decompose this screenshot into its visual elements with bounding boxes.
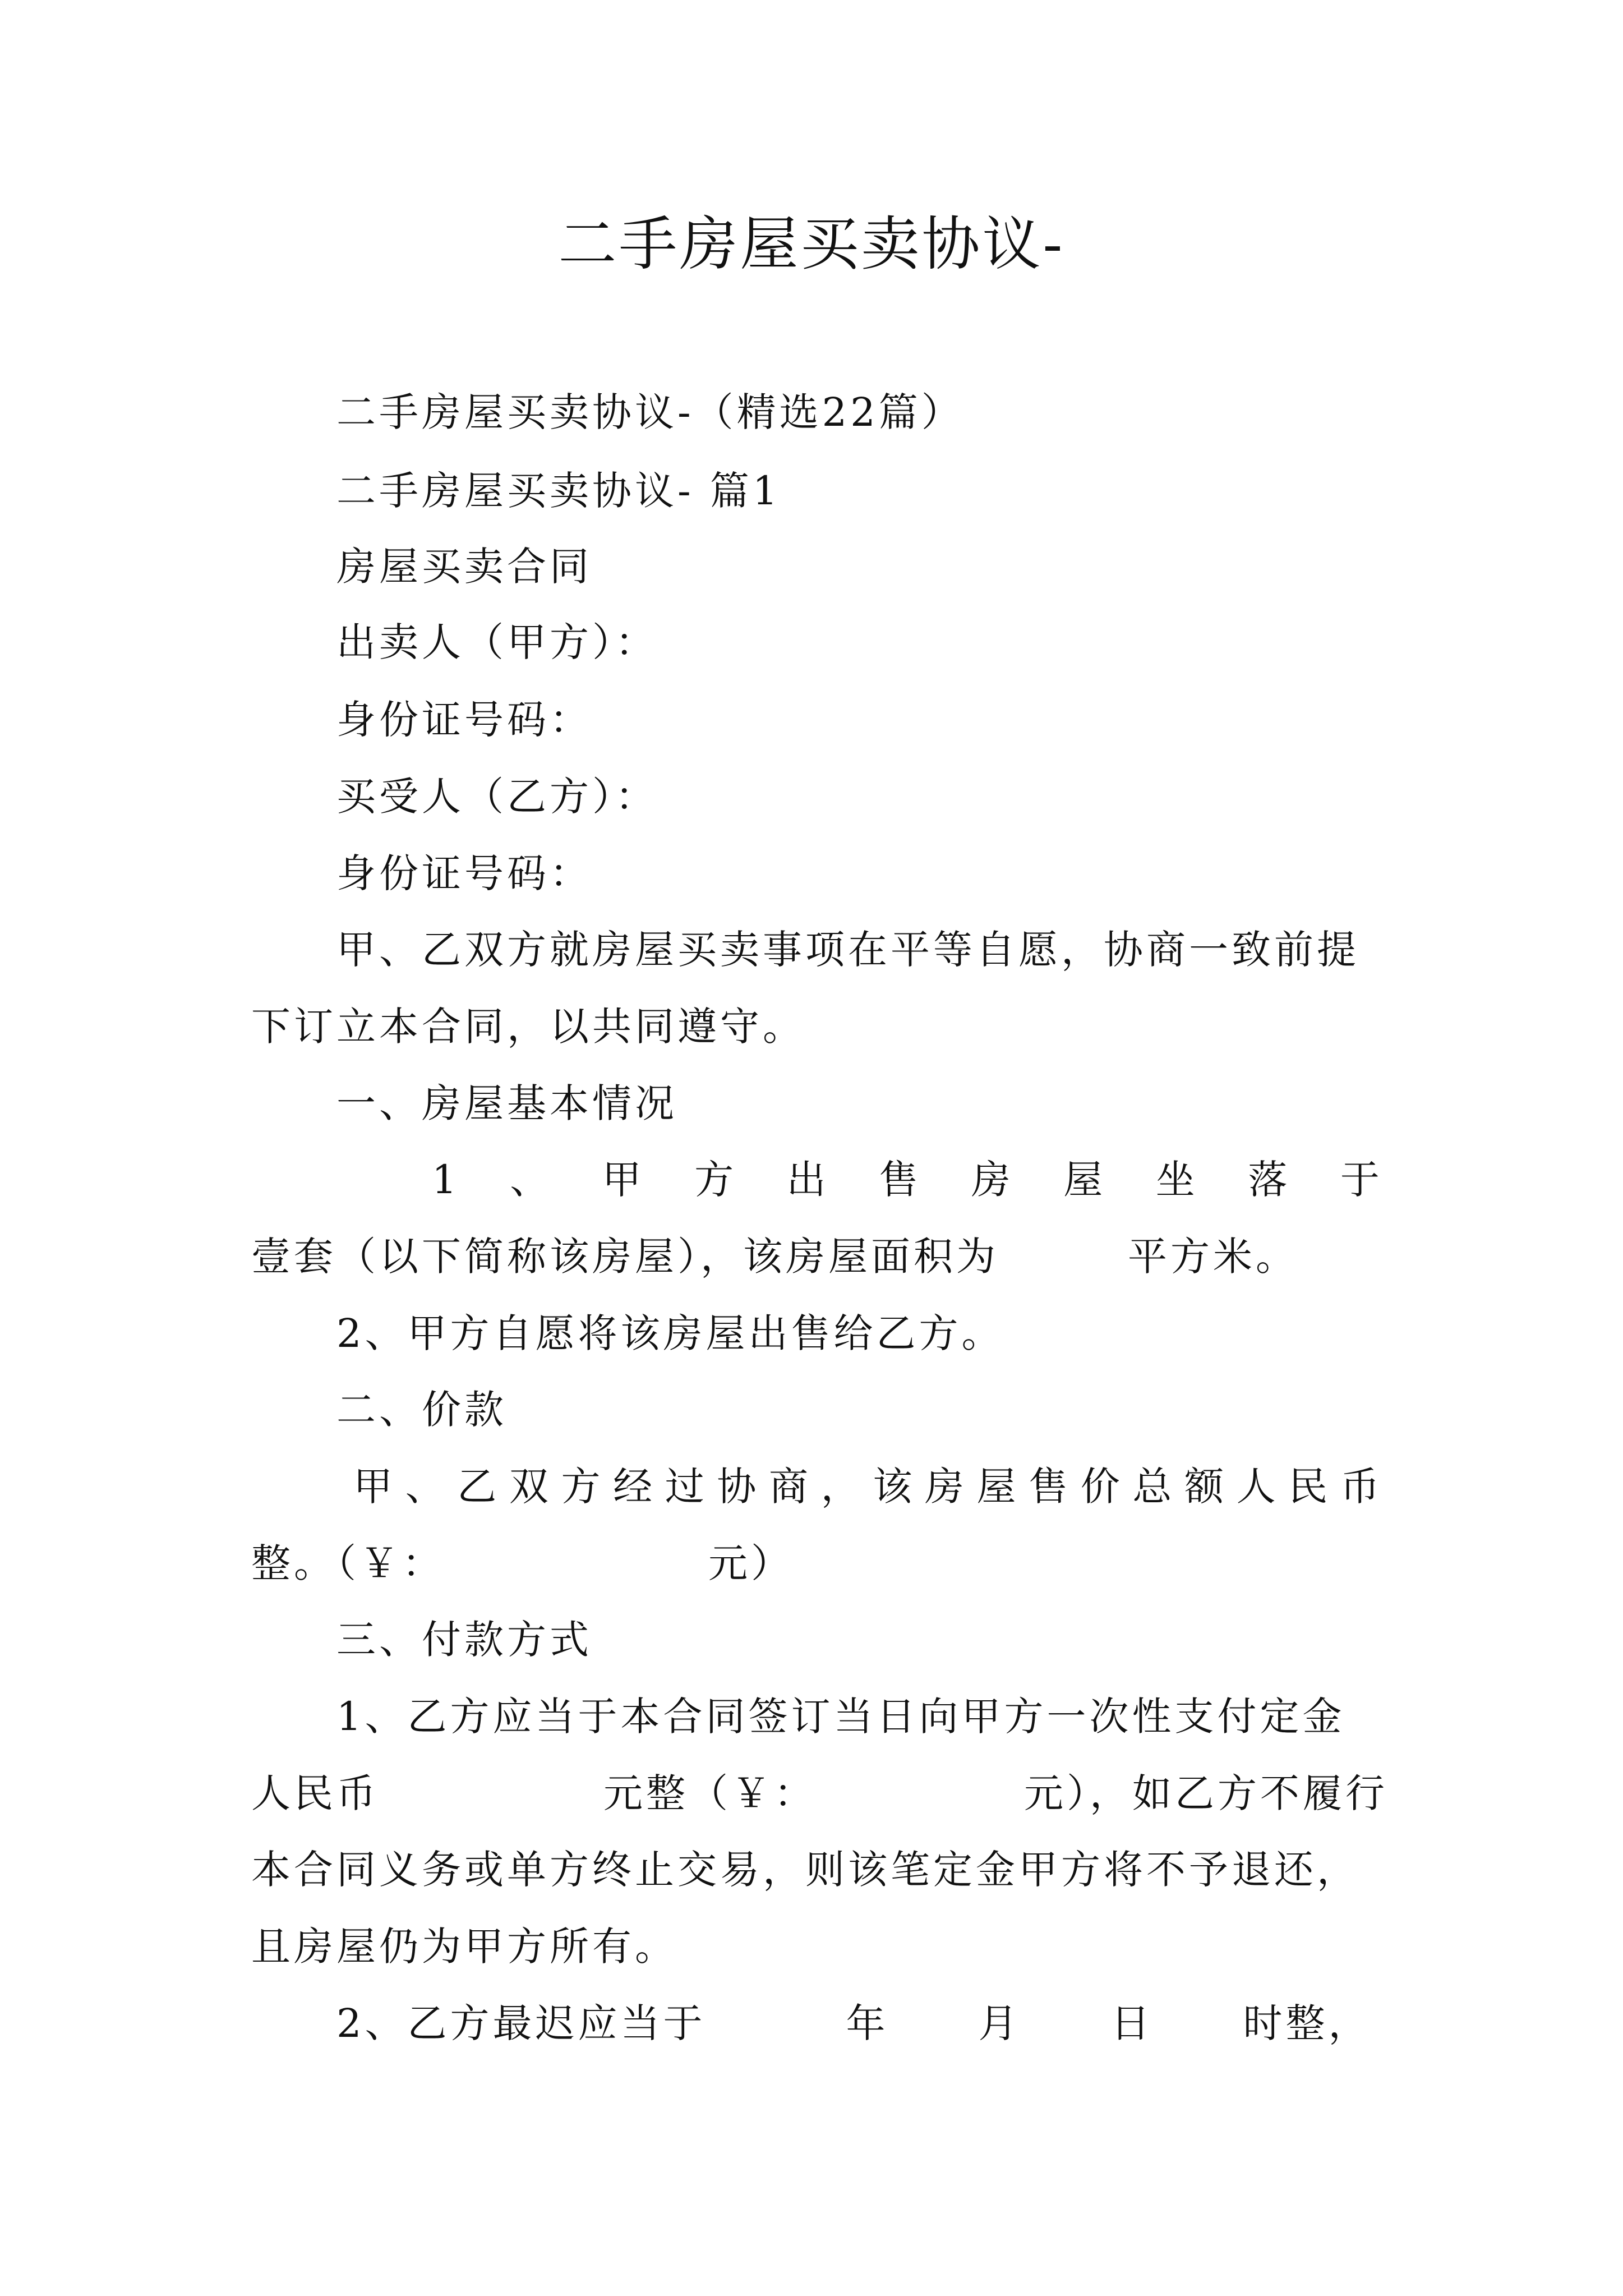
text-segment: 人民币 [251,1770,379,1816]
text-segment: 平方米。 [1128,1234,1298,1280]
seller-label: 出卖人（甲方）： [336,619,658,665]
char: 售 [879,1157,919,1203]
text-segment: 年 [846,2000,889,2046]
text-segment: 元整（￥： [603,1770,817,1816]
clause-heading: 二、价款 [336,1387,507,1433]
seller-id-label: 身份证号码： [336,697,592,743]
text-segment: 时整， [1243,2000,1371,2046]
char: 额 [1184,1464,1224,1510]
char: 人 [1236,1464,1276,1510]
char: 方 [694,1157,734,1203]
char: 方 [561,1464,601,1510]
char: 总 [1132,1464,1172,1510]
char: 售 [1029,1464,1068,1510]
char: 币 [1340,1464,1380,1510]
paragraph-line: 1、乙方应当于本合同签订当日向甲方一次性支付定金 [336,1694,1345,1740]
char: 甲 [602,1157,642,1203]
text-segment: 2、乙方最迟应当于 [336,2000,706,2046]
paragraph-line: 2、甲方自愿将该房屋出售给乙方。 [336,1310,1004,1356]
char: 、 [405,1464,445,1510]
char: 该 [873,1464,912,1510]
text-segment: 整。（￥： [251,1540,445,1586]
text-segment: 壹套（以下简称该房屋），该房屋面积为 [251,1234,999,1280]
buyer-id-label: 身份证号码： [336,850,592,896]
document-title: 二手房屋买卖协议- [558,210,1065,278]
char: 坐 [1155,1157,1195,1203]
char: 屋 [1063,1157,1103,1203]
char: 经 [613,1464,653,1510]
char: 于 [1340,1157,1380,1203]
paragraph-line: 且房屋仍为甲方所有。 [251,1924,677,1970]
paragraph-line [251,1768,1388,1819]
char: 双 [509,1464,548,1510]
text-segment: 月 [978,2000,1021,2046]
buyer-label: 买受人（乙方）： [336,774,658,820]
char: 过 [665,1464,704,1510]
text-segment: 元） [708,1540,794,1586]
subtitle-line: 二手房屋买卖协议-（精选22篇） [336,389,964,435]
char: ， [820,1464,860,1510]
text-segment: 元），如乙方不履行 [1024,1770,1388,1816]
clause-heading: 一、房屋基本情况 [336,1080,677,1126]
section-heading: 二手房屋买卖协议- 篇1 [336,468,781,514]
char: 乙 [457,1464,497,1510]
char: 民 [1288,1464,1328,1510]
char: 甲 [353,1464,393,1510]
contract-title: 房屋买卖合同 [336,544,592,590]
paragraph-line [336,1998,1371,2049]
paragraph-line: 下订立本合同，以共同遵守。 [251,1004,805,1050]
paragraph-line [251,1538,794,1589]
clause-heading: 三、付款方式 [336,1617,592,1663]
text-segment: 日 [1110,2000,1154,2046]
char: 房 [971,1157,1011,1203]
char: 落 [1248,1157,1288,1203]
justified-line [353,1461,1380,1512]
char: 商 [769,1464,808,1510]
char: 价 [1080,1464,1120,1510]
paragraph-line: 本合同义务或单方终止交易，则该笔定金甲方将不予退还， [251,1847,1359,1893]
paragraph-line [251,1231,1298,1282]
paragraph-line: 甲、乙双方就房屋买卖事项在平等自愿，协商一致前提 [336,927,1359,973]
justified-line [432,1154,1380,1205]
char: 出 [786,1157,826,1203]
char: 1 [432,1157,457,1203]
char: 屋 [976,1464,1016,1510]
char: 、 [510,1157,550,1203]
char: 协 [717,1464,757,1510]
char: 房 [924,1464,964,1510]
